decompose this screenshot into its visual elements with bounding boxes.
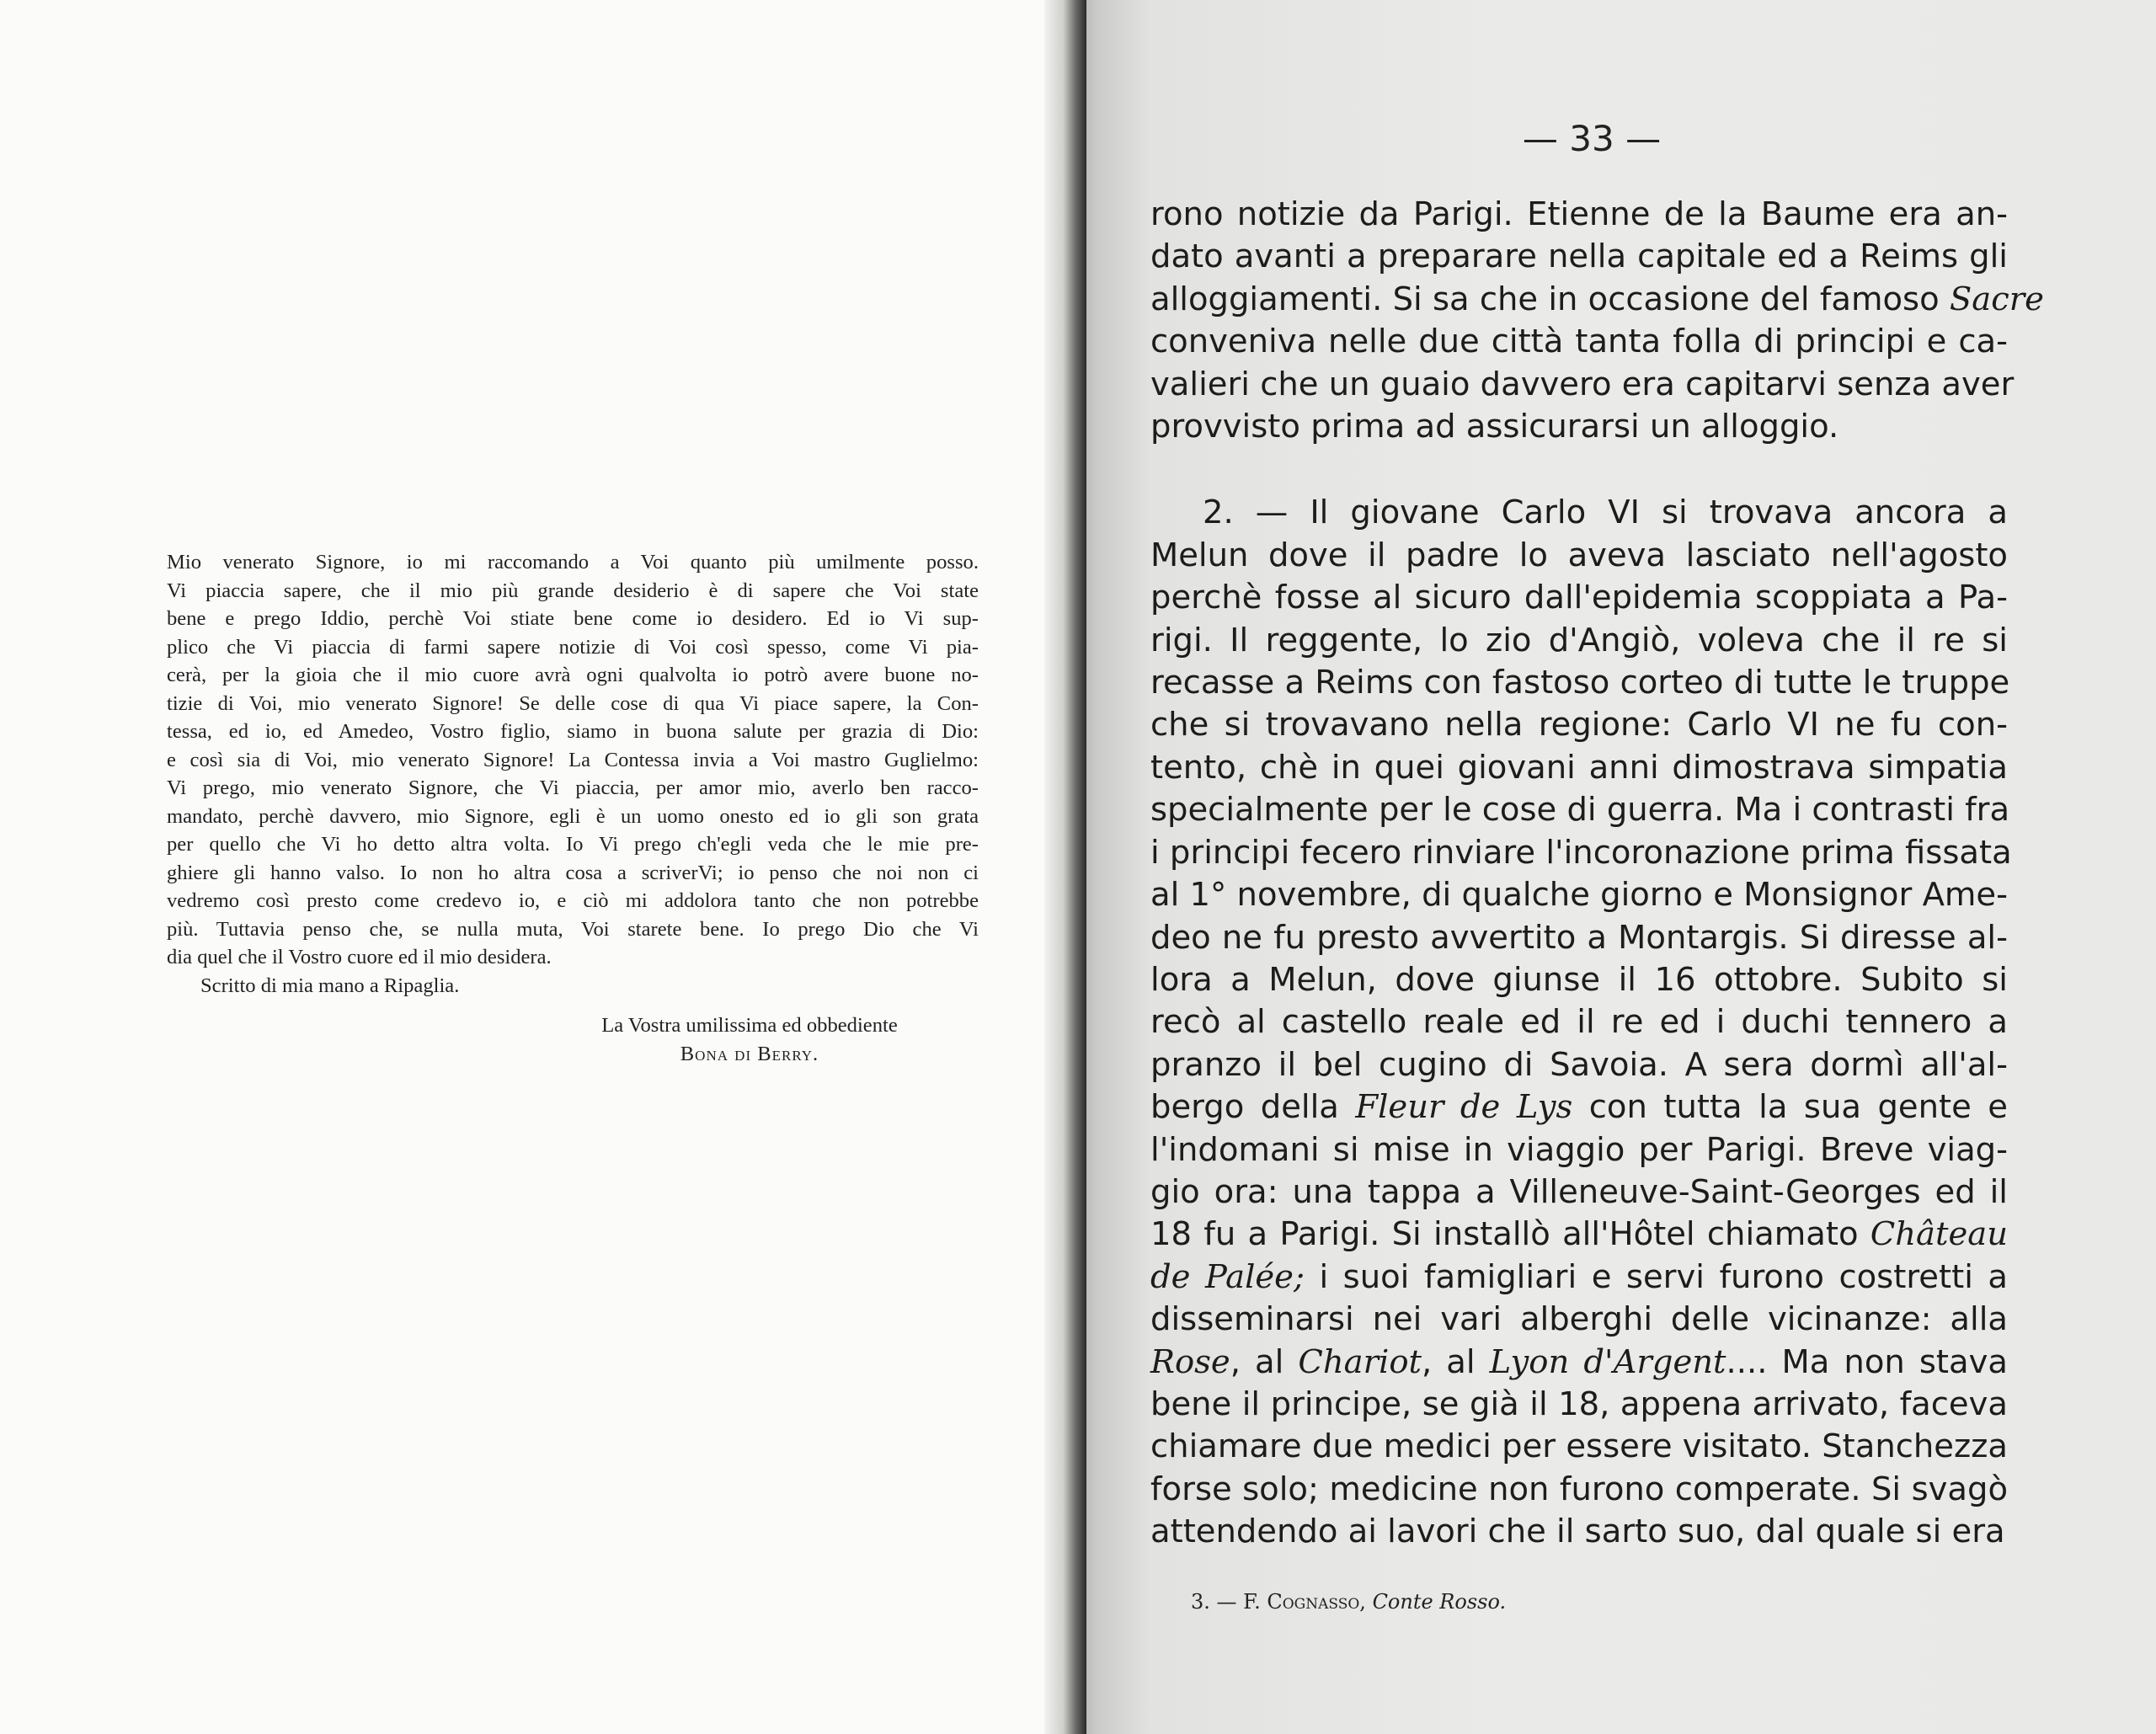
text-line: 18 fu a Parigi. Si installò all'Hôtel chiamato Château — [1150, 1215, 2008, 1254]
closing-phrase: La Vostra umilissima ed obbediente — [601, 1014, 898, 1037]
footer-sep: , — [1359, 1590, 1373, 1614]
letter-line: Mio venerato Signore, io mi raccomando a Voi quanto più umilmente posso. — [167, 551, 979, 574]
italic-term: de Palée; — [1150, 1257, 1305, 1296]
text-line: dato avanti a preparare nella capitale ed a Reims gli — [1150, 237, 2008, 276]
text-line: gio ora: una tappa a Villeneuve-Saint-Georges ed il — [1150, 1172, 2008, 1211]
text-line: perchè fosse al sicuro dall'epidemia scoppiata a Pa- — [1150, 579, 2008, 617]
text-line: l'indomani si mise in viaggio per Parigi. Breve viag- — [1150, 1130, 2008, 1169]
text-line: Rose, al Chariot, al Lyon d'Argent.... Ma non stava — [1150, 1342, 2008, 1381]
page-number: — 33 — — [1522, 118, 1662, 159]
text-line: valieri che un guaio davvero era capitarvi senza aver — [1150, 365, 2015, 403]
right-page — [1063, 0, 2156, 1734]
text-line: alloggiamenti. Si sa che in occasione del famoso Sacre — [1150, 280, 2044, 318]
text-line: al 1° novembre, di qualche giorno e Monsignor Ame- — [1150, 876, 2008, 915]
text-line: provvisto prima ad assicurarsi un alloggio. — [1150, 408, 1839, 446]
letter-line: dia quel che il Vostro cuore ed il mio desidera. — [167, 946, 552, 968]
italic-term: Chariot — [1298, 1342, 1422, 1381]
paragraph-gap — [1150, 448, 2008, 492]
text-line: recasse a Reims con fastoso corteo di tutte le truppe — [1150, 664, 2010, 702]
letter-line: bene e prego Iddio, perchè Voi stiate bene come io desidero. Ed io Vi sup- — [167, 607, 979, 630]
text-line: 2. — Il giovane Carlo VI si trovava ancora a — [1203, 494, 2008, 532]
text-line: chiamare due medici per essere visitato. Stanchezza — [1150, 1427, 2008, 1466]
text-line: forse solo; medicine non furono comperate. Si svagò — [1150, 1470, 2008, 1508]
paragraph-1 — [1150, 194, 2044, 448]
footer-author: Cognasso — [1267, 1590, 1360, 1614]
letter-line: Vi prego, mio venerato Signore, che Vi piaccia, per amor mio, averlo ben racco- — [167, 776, 979, 799]
book-gutter — [1044, 0, 1086, 1734]
letter-block — [167, 548, 979, 1068]
footer-title: Conte Rosso. — [1372, 1590, 1507, 1614]
letter-line: plico che Vi piaccia di farmi sapere notizie di Voi così spesso, come Vi pia- — [167, 635, 979, 659]
text-line: attendendo ai lavori che il sarto suo, dal quale si era — [1150, 1513, 2005, 1551]
text-line: bene il principe, se già il 18, appena arrivato, faceva — [1150, 1385, 2008, 1423]
letter-line: Vi piaccia sapere, che il mio più grande desiderio è di sapere che Voi state — [167, 579, 979, 602]
letter-line: ghiere gli hanno valso. Io non ho altra cosa a scriverVi; io penso che noi non ci — [167, 861, 979, 884]
text-line: rigi. Il reggente, lo zio d'Angiò, voleva che il re si — [1150, 621, 2008, 659]
italic-term: Fleur de Lys — [1355, 1088, 1573, 1127]
text-line: Melun dove il padre lo aveva lasciato nell'agosto — [1150, 536, 2008, 574]
italic-term: Lyon d'Argent — [1489, 1342, 1726, 1381]
text-line: che si trovavano nella regione: Carlo VI ne fu con- — [1150, 706, 2008, 744]
text-line: de Palée; i suoi famigliari e servi furono costretti a — [1150, 1257, 2008, 1296]
footer-note — [1191, 1590, 1506, 1614]
letter-line: più. Tuttavia penso che, se nulla muta, Voi starete bene. Io prego Dio che Vi — [167, 917, 979, 941]
paragraph-2 — [1150, 492, 2012, 1553]
italic-term: Château — [1870, 1215, 2008, 1254]
text-line: deo ne fu presto avvertito a Montargis. Si diresse al- — [1150, 918, 2008, 957]
text-line: i principi fecero rinviare l'incoronazione prima fissata — [1150, 833, 2012, 872]
text-line: tento, chè in quei giovani anni dimostrava simpatia — [1150, 748, 2008, 787]
letter-line: tizie di Voi, mio venerato Signore! Se delle cose di qua Vi piace sapere, la Con- — [167, 691, 979, 715]
letter-line: per quello che Vi ho detto altra volta. Io Vi prego ch'egli veda che le mie pre- — [167, 833, 979, 856]
text-line: recò al castello reale ed il re ed i duchi tennero a — [1150, 1003, 2008, 1042]
text-line: lora a Melun, dove giunse il 16 ottobre. Subito si — [1150, 960, 2008, 999]
letter-signoff: Scritto di mia mano a Ripaglia. — [200, 974, 460, 997]
main-text — [1150, 194, 2044, 1554]
letter-signature: Bona di Berry. — [680, 1042, 819, 1065]
letter-line: cerà, per la gioia che il mio cuore avrà ogni qualvolta io potrò avere buone no- — [167, 664, 979, 686]
letter-body — [167, 548, 979, 972]
italic-term: Sacre — [1949, 280, 2044, 318]
letter-line: tessa, ed io, ed Amedeo, Vostro figlio, siamo in buona salute per grazia di Dio: — [167, 720, 979, 743]
text-line: rono notizie da Parigi. Etienne de la Baume era an- — [1150, 195, 2008, 233]
letter-line: e così sia di Voi, mio venerato Signore! La Contessa invia a Voi mastro Guglielmo: — [167, 748, 979, 771]
text-line: conveniva nelle due città tanta folla di principi e ca- — [1150, 323, 2008, 361]
text-line: disseminarsi nei vari alberghi delle vicinanze: alla — [1150, 1300, 2008, 1339]
footer-prefix: 3. — F. — [1191, 1590, 1267, 1614]
left-page — [0, 0, 1063, 1734]
text-line: specialmente per le cose di guerra. Ma i contrasti fra — [1150, 791, 2010, 830]
letter-closing — [167, 1011, 979, 1068]
letter-line: vedremo così presto come credevo io, e ciò mi addolora tanto che non potrebbe — [167, 889, 979, 912]
text-line: bergo della Fleur de Lys con tutta la sua gente e — [1150, 1088, 2008, 1127]
letter-line: mandato, perchè davvero, mio Signore, egli è un uomo onesto ed io gli son grata — [167, 804, 979, 828]
text-line: pranzo il bel cugino di Savoia. A sera dormì all'al- — [1150, 1045, 2008, 1084]
italic-term: Rose — [1150, 1342, 1230, 1381]
